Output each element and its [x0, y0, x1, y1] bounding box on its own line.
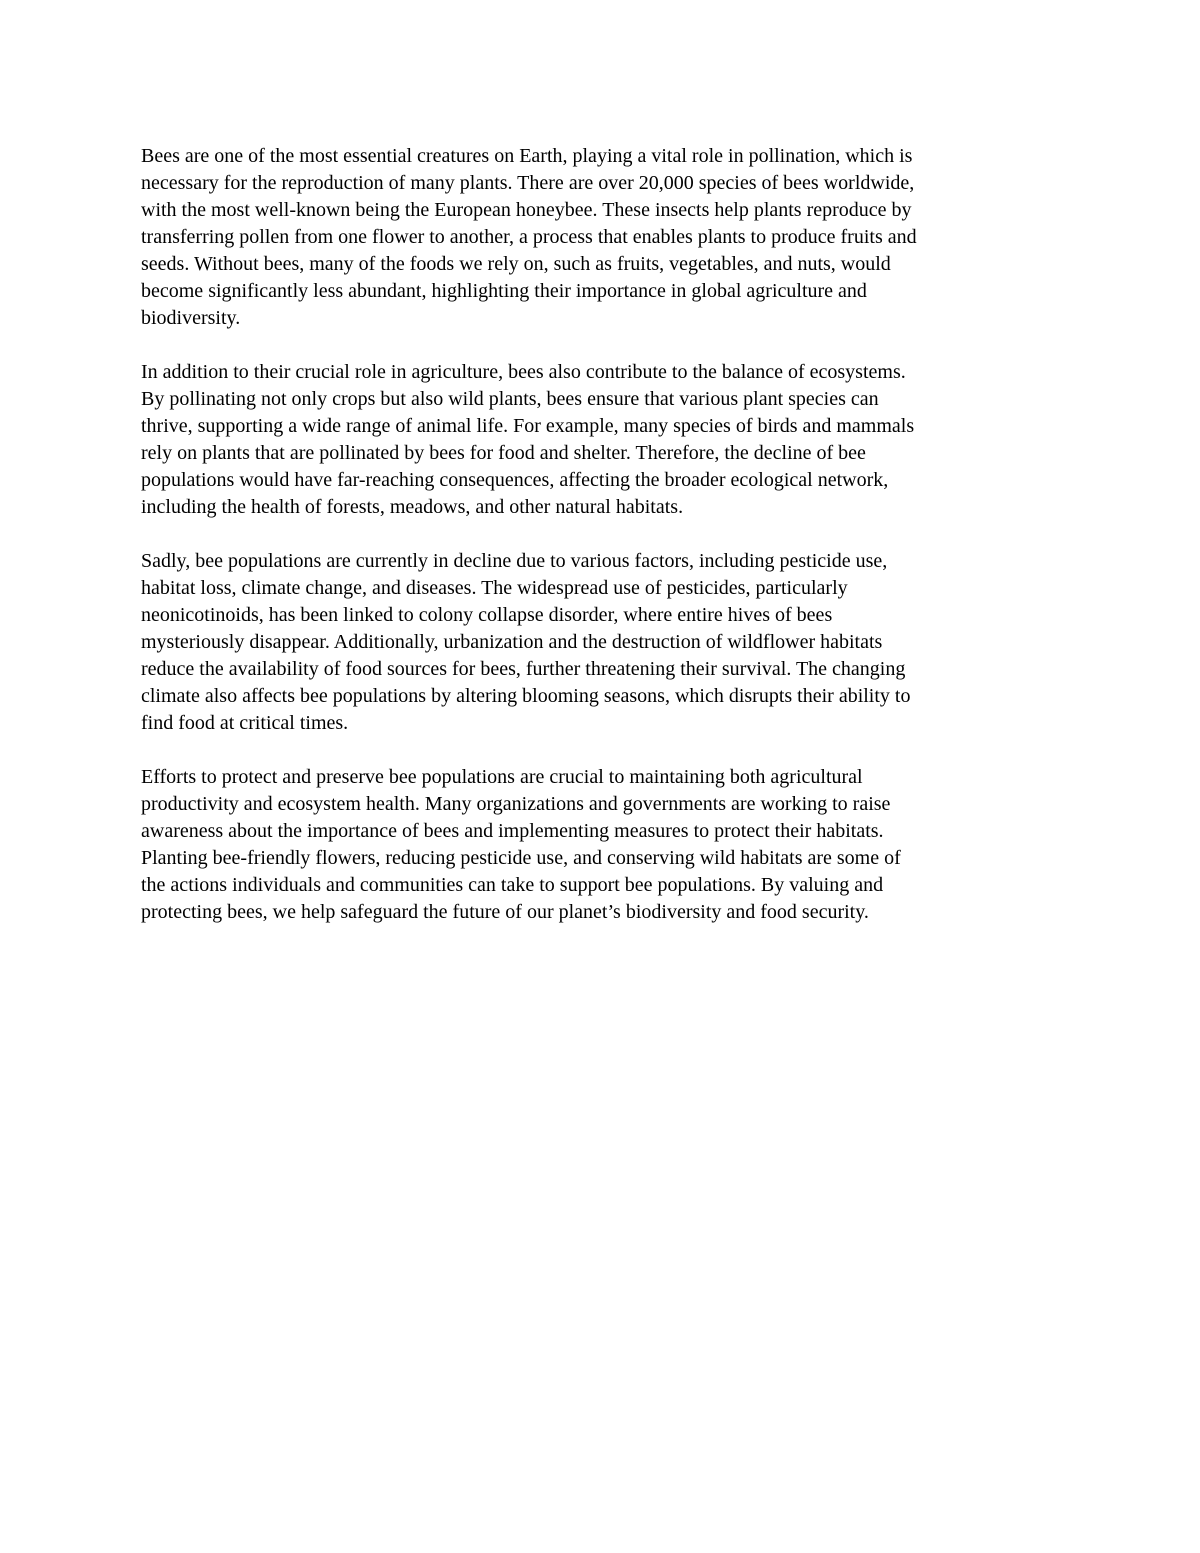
text-line: including the health of forests, meadows, and other natural habitats.: [141, 496, 684, 518]
text-line: awareness about the importance of bees and implementing measures to protect their habitats.: [141, 820, 884, 842]
text-line: the actions individuals and communities can take to support bee populations. By valuing and: [141, 874, 884, 896]
text-line: neonicotinoids, has been linked to colony collapse disorder, where entire hives of bees: [141, 604, 833, 626]
text-line: protecting bees, we help safeguard the future of our planet’s biodiversity and food security.: [141, 901, 869, 923]
paragraph-ecosystems: [141, 359, 1061, 521]
text-line: reduce the availability of food sources for bees, further threatening their survival. The changing: [141, 658, 906, 680]
text-line: rely on plants that are pollinated by bees for food and shelter. Therefore, the decline of bee: [141, 442, 866, 464]
text-line: find food at critical times.: [141, 712, 349, 734]
document-body: [141, 143, 1061, 953]
paragraph-decline: [141, 548, 1061, 737]
text-line: Efforts to protect and preserve bee populations are crucial to maintaining both agricultural: [141, 766, 863, 788]
paragraph-pollination: [141, 143, 1061, 332]
text-line: become significantly less abundant, highlighting their importance in global agriculture and: [141, 280, 867, 302]
text-line: In addition to their crucial role in agriculture, bees also contribute to the balance of ecosystems.: [141, 361, 906, 383]
text-line: with the most well-known being the European honeybee. These insects help plants reproduce by: [141, 199, 912, 221]
text-line: Planting bee-friendly flowers, reducing pesticide use, and conserving wild habitats are some of: [141, 847, 901, 869]
text-line: thrive, supporting a wide range of animal life. For example, many species of birds and mammals: [141, 415, 915, 437]
text-line: habitat loss, climate change, and diseases. The widespread use of pesticides, particularly: [141, 577, 848, 599]
text-line: seeds. Without bees, many of the foods we rely on, such as fruits, vegetables, and nuts, would: [141, 253, 891, 275]
paragraph-efforts: [141, 764, 1061, 926]
text-line: productivity and ecosystem health. Many organizations and governments are working to raise: [141, 793, 891, 815]
text-line: By pollinating not only crops but also wild plants, bees ensure that various plant species can: [141, 388, 879, 410]
text-line: Sadly, bee populations are currently in decline due to various factors, including pesticide use,: [141, 550, 888, 572]
text-line: populations would have far-reaching consequences, affecting the broader ecological network,: [141, 469, 889, 491]
text-line: necessary for the reproduction of many plants. There are over 20,000 species of bees worldwide,: [141, 172, 915, 194]
text-line: climate also affects bee populations by altering blooming seasons, which disrupts their ability to: [141, 685, 911, 707]
text-line: Bees are one of the most essential creatures on Earth, playing a vital role in pollination, which is: [141, 145, 913, 167]
text-line: transferring pollen from one flower to another, a process that enables plants to produce fruits and: [141, 226, 917, 248]
text-line: mysteriously disappear. Additionally, urbanization and the destruction of wildflower habitats: [141, 631, 883, 653]
text-line: biodiversity.: [141, 307, 241, 329]
